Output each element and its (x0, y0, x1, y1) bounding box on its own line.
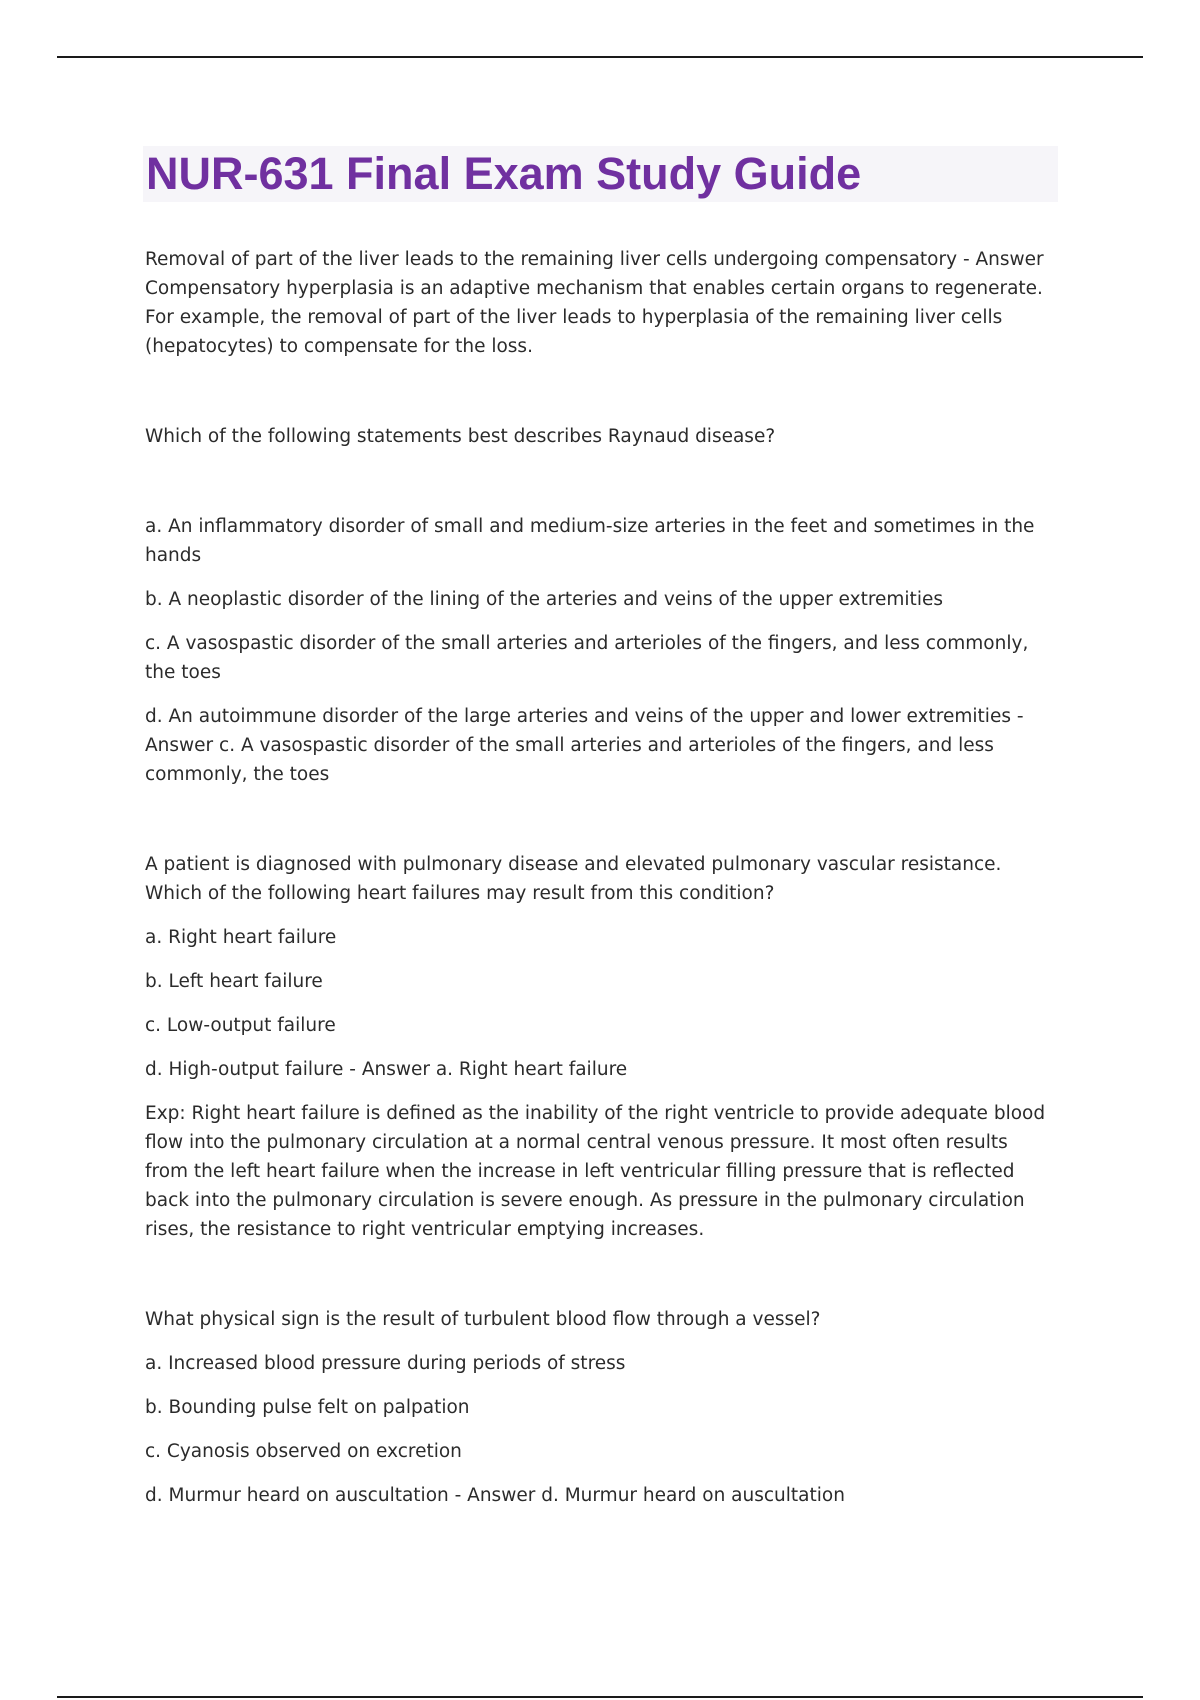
spacer (145, 570, 1055, 585)
spacer (145, 687, 1055, 702)
q3-option-b: b. Bounding pulse felt on palpation (145, 1397, 470, 1418)
q1-option-c: c. A vasospastic disorder of the small arteries and arterioles of the fingers, and less commonly, the toes (145, 633, 1029, 683)
spacer (145, 1040, 1055, 1055)
spacer (145, 451, 1055, 512)
spacer (145, 952, 1055, 967)
q3-option-a: a. Increased blood pressure during periods of stress (145, 1353, 626, 1374)
q1-option-a: a. An inflammatory disorder of small and medium-size arteries in the feet and sometimes in the hands (145, 516, 1035, 566)
spacer (145, 1244, 1055, 1305)
q1-option-d: d. An autoimmune disorder of the large arteries and veins of the upper and lower extremities - Answer c. A vasospastic disorder of the small arteries and arterioles of the fingers, and less commonly, the toes (145, 706, 1024, 785)
q3-question: What physical sign is the result of turbulent blood flow through a vessel? (145, 1309, 821, 1330)
document-title: NUR-631 Final Exam Study Guide (146, 148, 862, 199)
q2-explanation: Exp: Right heart failure is defined as the inability of the right ventricle to provide adequate blood flow into the pulmonary circulation at a normal central venous pressure. It most often results from the left heart failure when the increase in left ventricular filling pressure that is reflected back into the pulmonary circulation is severe enough. As pressure in the pulmonary circulation rises, the resistance to right ventricular emptying increases. (145, 1103, 1046, 1240)
q3-option-c: c. Cyanosis observed on excretion (145, 1441, 462, 1462)
q2-option-b: b. Left heart failure (145, 971, 323, 992)
q1-question: Which of the following statements best describes Raynaud disease? (145, 426, 776, 447)
q2-question: A patient is diagnosed with pulmonary disease and elevated pulmonary vascular resistance. Which of the following heart failures may result from this condition? (145, 854, 1002, 904)
q2-option-a: a. Right heart failure (145, 927, 337, 948)
spacer (145, 1084, 1055, 1099)
spacer (145, 1422, 1055, 1437)
spacer (145, 1466, 1055, 1481)
top-rule (57, 56, 1143, 58)
document-body (145, 245, 1055, 1510)
spacer (145, 1334, 1055, 1349)
q2-option-d: d. High-output failure - Answer a. Right heart failure (145, 1059, 628, 1080)
spacer (145, 1378, 1055, 1393)
spacer (145, 614, 1055, 629)
q2-option-c: c. Low-output failure (145, 1015, 336, 1036)
intro-paragraph: Removal of part of the liver leads to the remaining liver cells undergoing compensatory - Answer Compensatory hyperplasia is an adaptive mechanism that enables certain organs to regenerate. For example, the removal of part of the liver leads to hyperplasia of the remaining liver cells (hepatocytes) to compensate for the loss. (145, 249, 1044, 357)
q3-option-d: d. Murmur heard on auscultation - Answer d. Murmur heard on auscultation (145, 1485, 845, 1506)
bottom-rule (57, 1696, 1143, 1698)
q1-option-b: b. A neoplastic disorder of the lining of the arteries and veins of the upper extremities (145, 589, 943, 610)
spacer (145, 996, 1055, 1011)
spacer (145, 789, 1055, 850)
spacer (145, 908, 1055, 923)
spacer (145, 361, 1055, 422)
